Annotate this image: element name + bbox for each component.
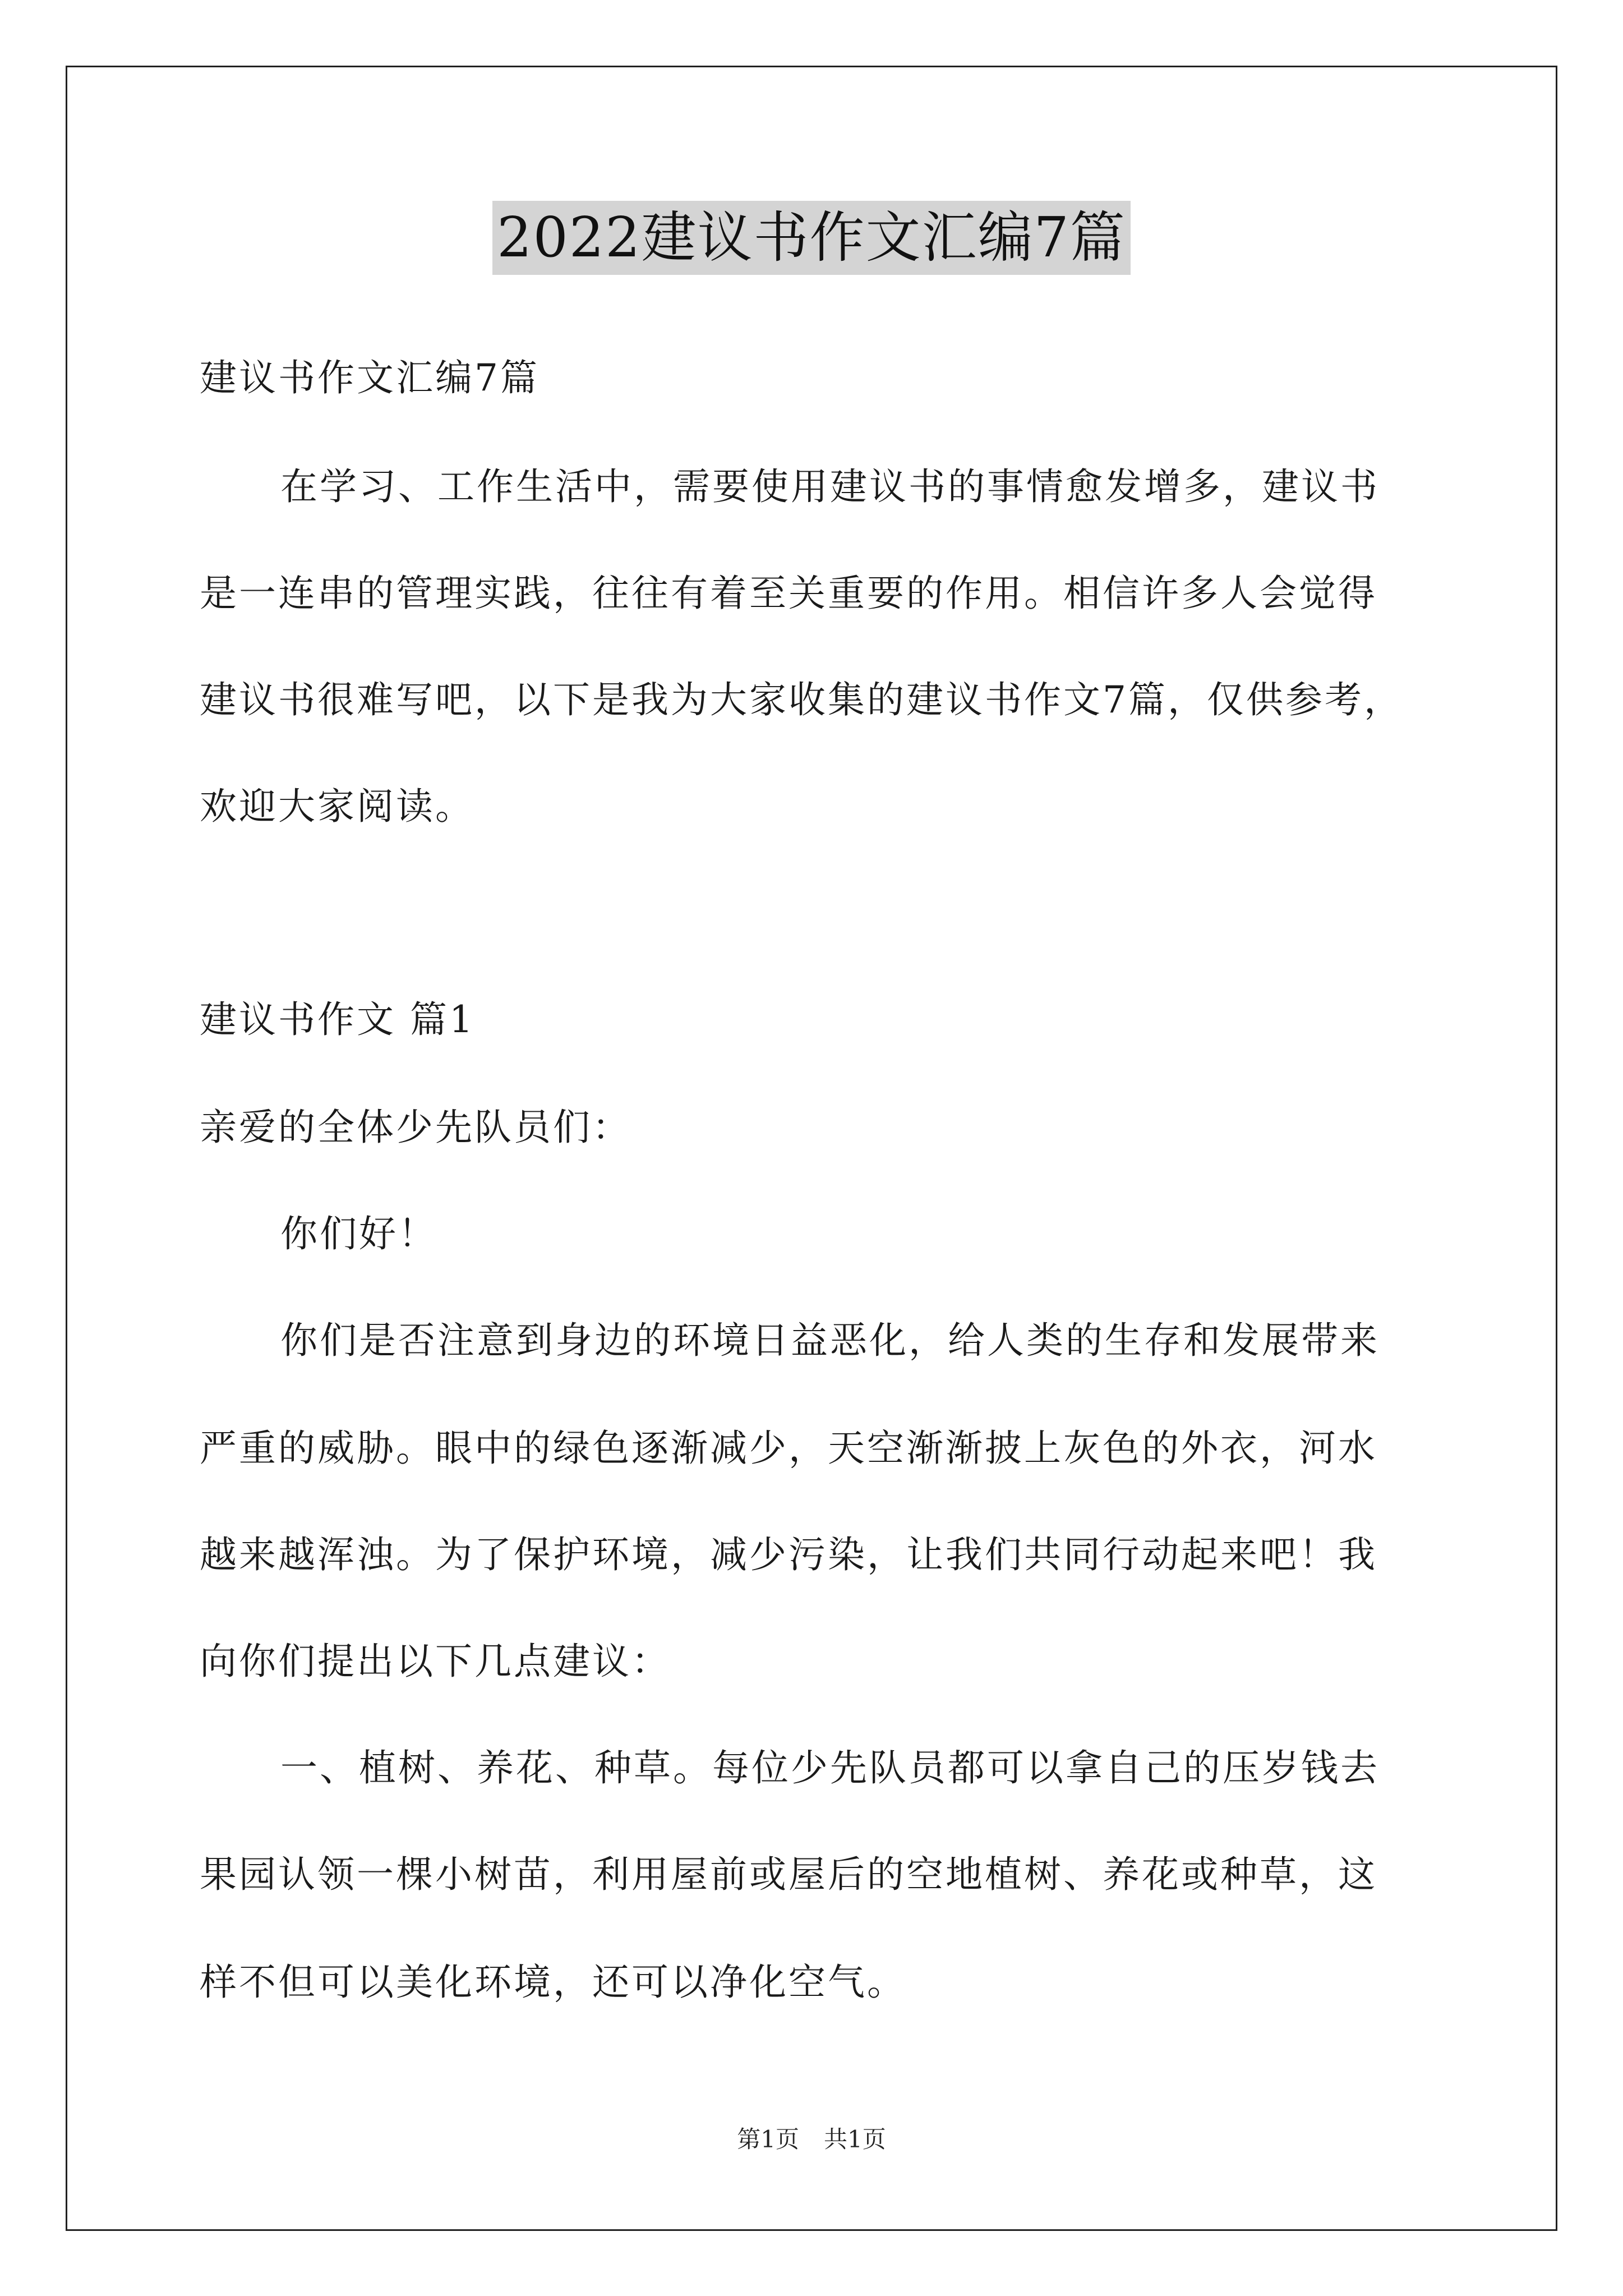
greeting: 你们好！ xyxy=(280,1212,437,1255)
document-title: 2022建议书作文汇编7篇 xyxy=(492,201,1131,275)
salutation: 亲爱的全体少先队员们： xyxy=(200,1106,631,1149)
paragraph1-line-3: 越来越浑浊。为了保护环境，减少污染，让我们共同行动起来吧！我 xyxy=(200,1533,1377,1576)
intro-line-3: 建议书很难写吧，以下是我为大家收集的建议书作文7篇，仅供参考， xyxy=(200,678,1403,721)
paragraph1-line-4: 向你们提出以下几点建议： xyxy=(200,1640,671,1683)
page-number: 第1页 xyxy=(737,2125,799,2153)
paragraph2-line-1: 一、植树、养花、种草。每位少先队员都可以拿自己的压岁钱去 xyxy=(280,1746,1380,1789)
section-heading: 建议书作文 篇1 xyxy=(200,998,475,1041)
paragraph2-line-2: 果园认领一棵小树苗，利用屋前或屋后的空地植树、养花或种草，这 xyxy=(200,1853,1377,1896)
intro-line-1: 在学习、工作生活中，需要使用建议书的事情愈发增多，建议书 xyxy=(280,465,1380,508)
page-footer xyxy=(0,2125,1623,2154)
paragraph1-line-1: 你们是否注意到身边的环境日益恶化，给人类的生存和发展带来 xyxy=(280,1319,1380,1362)
intro-line-2: 是一连串的管理实践，往往有着至关重要的作用。相信许多人会觉得 xyxy=(200,572,1377,615)
intro-line-4: 欢迎大家阅读。 xyxy=(200,785,474,828)
paragraph2-line-3: 样不但可以美化环境，还可以净化空气。 xyxy=(200,1961,906,2004)
title-container xyxy=(0,201,1623,275)
document-subtitle: 建议书作文汇编7篇 xyxy=(200,356,540,399)
paragraph1-line-2: 严重的威胁。眼中的绿色逐渐减少，天空渐渐披上灰色的外衣，河水 xyxy=(200,1427,1377,1470)
page-total: 共1页 xyxy=(824,2125,886,2153)
